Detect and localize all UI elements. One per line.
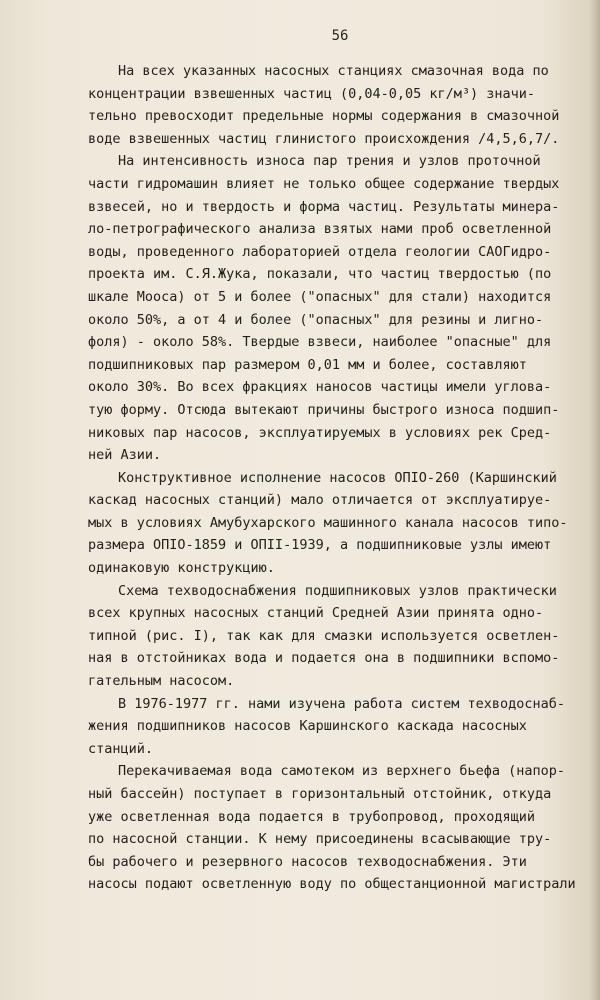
text-line: На интенсивность износа пар трения и узлов проточной <box>118 153 541 170</box>
text-line: станций. <box>88 740 154 757</box>
text-line: Схема техводоснабжения подшипниковых узлов практически <box>118 582 557 599</box>
text-line: всех крупных насосных станций Средней Азии принята одно- <box>88 605 544 622</box>
text-line: уже осветленная вода подается в трубопровод, проходящий <box>88 808 536 825</box>
text-line: Конструктивное исполнение насосов ОПІО-260 (Каршинский <box>118 469 557 486</box>
text-line: ло-петрографического анализа взятых нами проб осветленной <box>88 221 552 238</box>
text-line: около 50%, а от 4 и более ("опасных" для резины и лигно- <box>88 311 544 328</box>
text-line: шкале Мооса) от 5 и более ("опасных" для стали) находится <box>88 288 552 305</box>
text-line: тую форму. Отсюда вытекают причины быстрого износа подшип- <box>88 401 560 418</box>
text-line: жения подшипников насосов Каршинского каскада насосных <box>88 718 527 735</box>
text-line: взвесей, но и твердость и форма частиц. Результаты минера- <box>88 198 560 215</box>
text-line: ней Азии. <box>88 447 162 464</box>
text-line: каскад насосных станций) мало отличается от эксплуатируе- <box>88 492 552 509</box>
text-line: мых в условиях Амубухарского машинного канала насосов типо- <box>88 514 568 531</box>
body-text <box>88 60 598 896</box>
text-line: никовых пар насосов, эксплуатируемых в условиях рек Сред- <box>88 424 552 441</box>
text-line: одинаковую конструкцию. <box>88 560 275 577</box>
text-line: воде взвешенных частиц глинистого происхождения /4,5,6,7/. <box>88 130 560 147</box>
text-line: подшипниковых пар размером 0,01 мм и более, составляют <box>88 356 527 373</box>
text-line: размера ОПІО-1859 и ОПІІ-1939, а подшипниковые узлы имеют <box>88 537 552 554</box>
text-line: фоля) - около 58%. Твердые взвеси, наиболее "опасные" для <box>88 334 552 351</box>
text-line: Перекачиваемая вода самотеком из верхнего бьефа (напор- <box>118 763 566 780</box>
text-line: части гидромашин влияет не только общее содержание твердых <box>88 175 560 192</box>
text-line: воды, проведенного лабораторией отдела геологии САОГидро- <box>88 243 552 260</box>
page-number: 56 <box>331 28 349 44</box>
text-line: насосы подают осветленную воду по общестанционной магистрали <box>88 876 576 893</box>
text-line: около 30%. Во всех фракциях наносов частицы имели углова- <box>88 379 552 396</box>
text-line: На всех указанных насосных станциях смазочная вода по <box>118 63 549 79</box>
text-line: концентрации взвешенных частиц (0,04-0,05 кг/м³) значи- <box>88 85 536 102</box>
text-line: по насосной станции. К нему присоединены всасывающие тру- <box>88 831 552 848</box>
text-line: В 1976-1977 гг. нами изучена работа систем техводоснаб- <box>118 695 566 712</box>
page-edge-shadow <box>590 0 600 1000</box>
text-line: тельно превосходит предельные нормы содержания в смазочной <box>88 108 560 125</box>
text-line: бы рабочего и резервного насосов техводоснабжения. Эти <box>88 853 527 870</box>
text-line: проекта им. С.Я.Жука, показали, что частиц твердостью (по <box>88 266 552 283</box>
text-line: ный бассейн) поступает в горизонтальный отстойник, откуда <box>88 786 552 802</box>
text-line: типной (рис. І), так как для смазки используется осветлен- <box>88 627 560 644</box>
text-line: ная в отстойниках вода и подается она в подшипники вспомо- <box>88 650 560 667</box>
text-line: гательным насосом. <box>88 673 235 690</box>
